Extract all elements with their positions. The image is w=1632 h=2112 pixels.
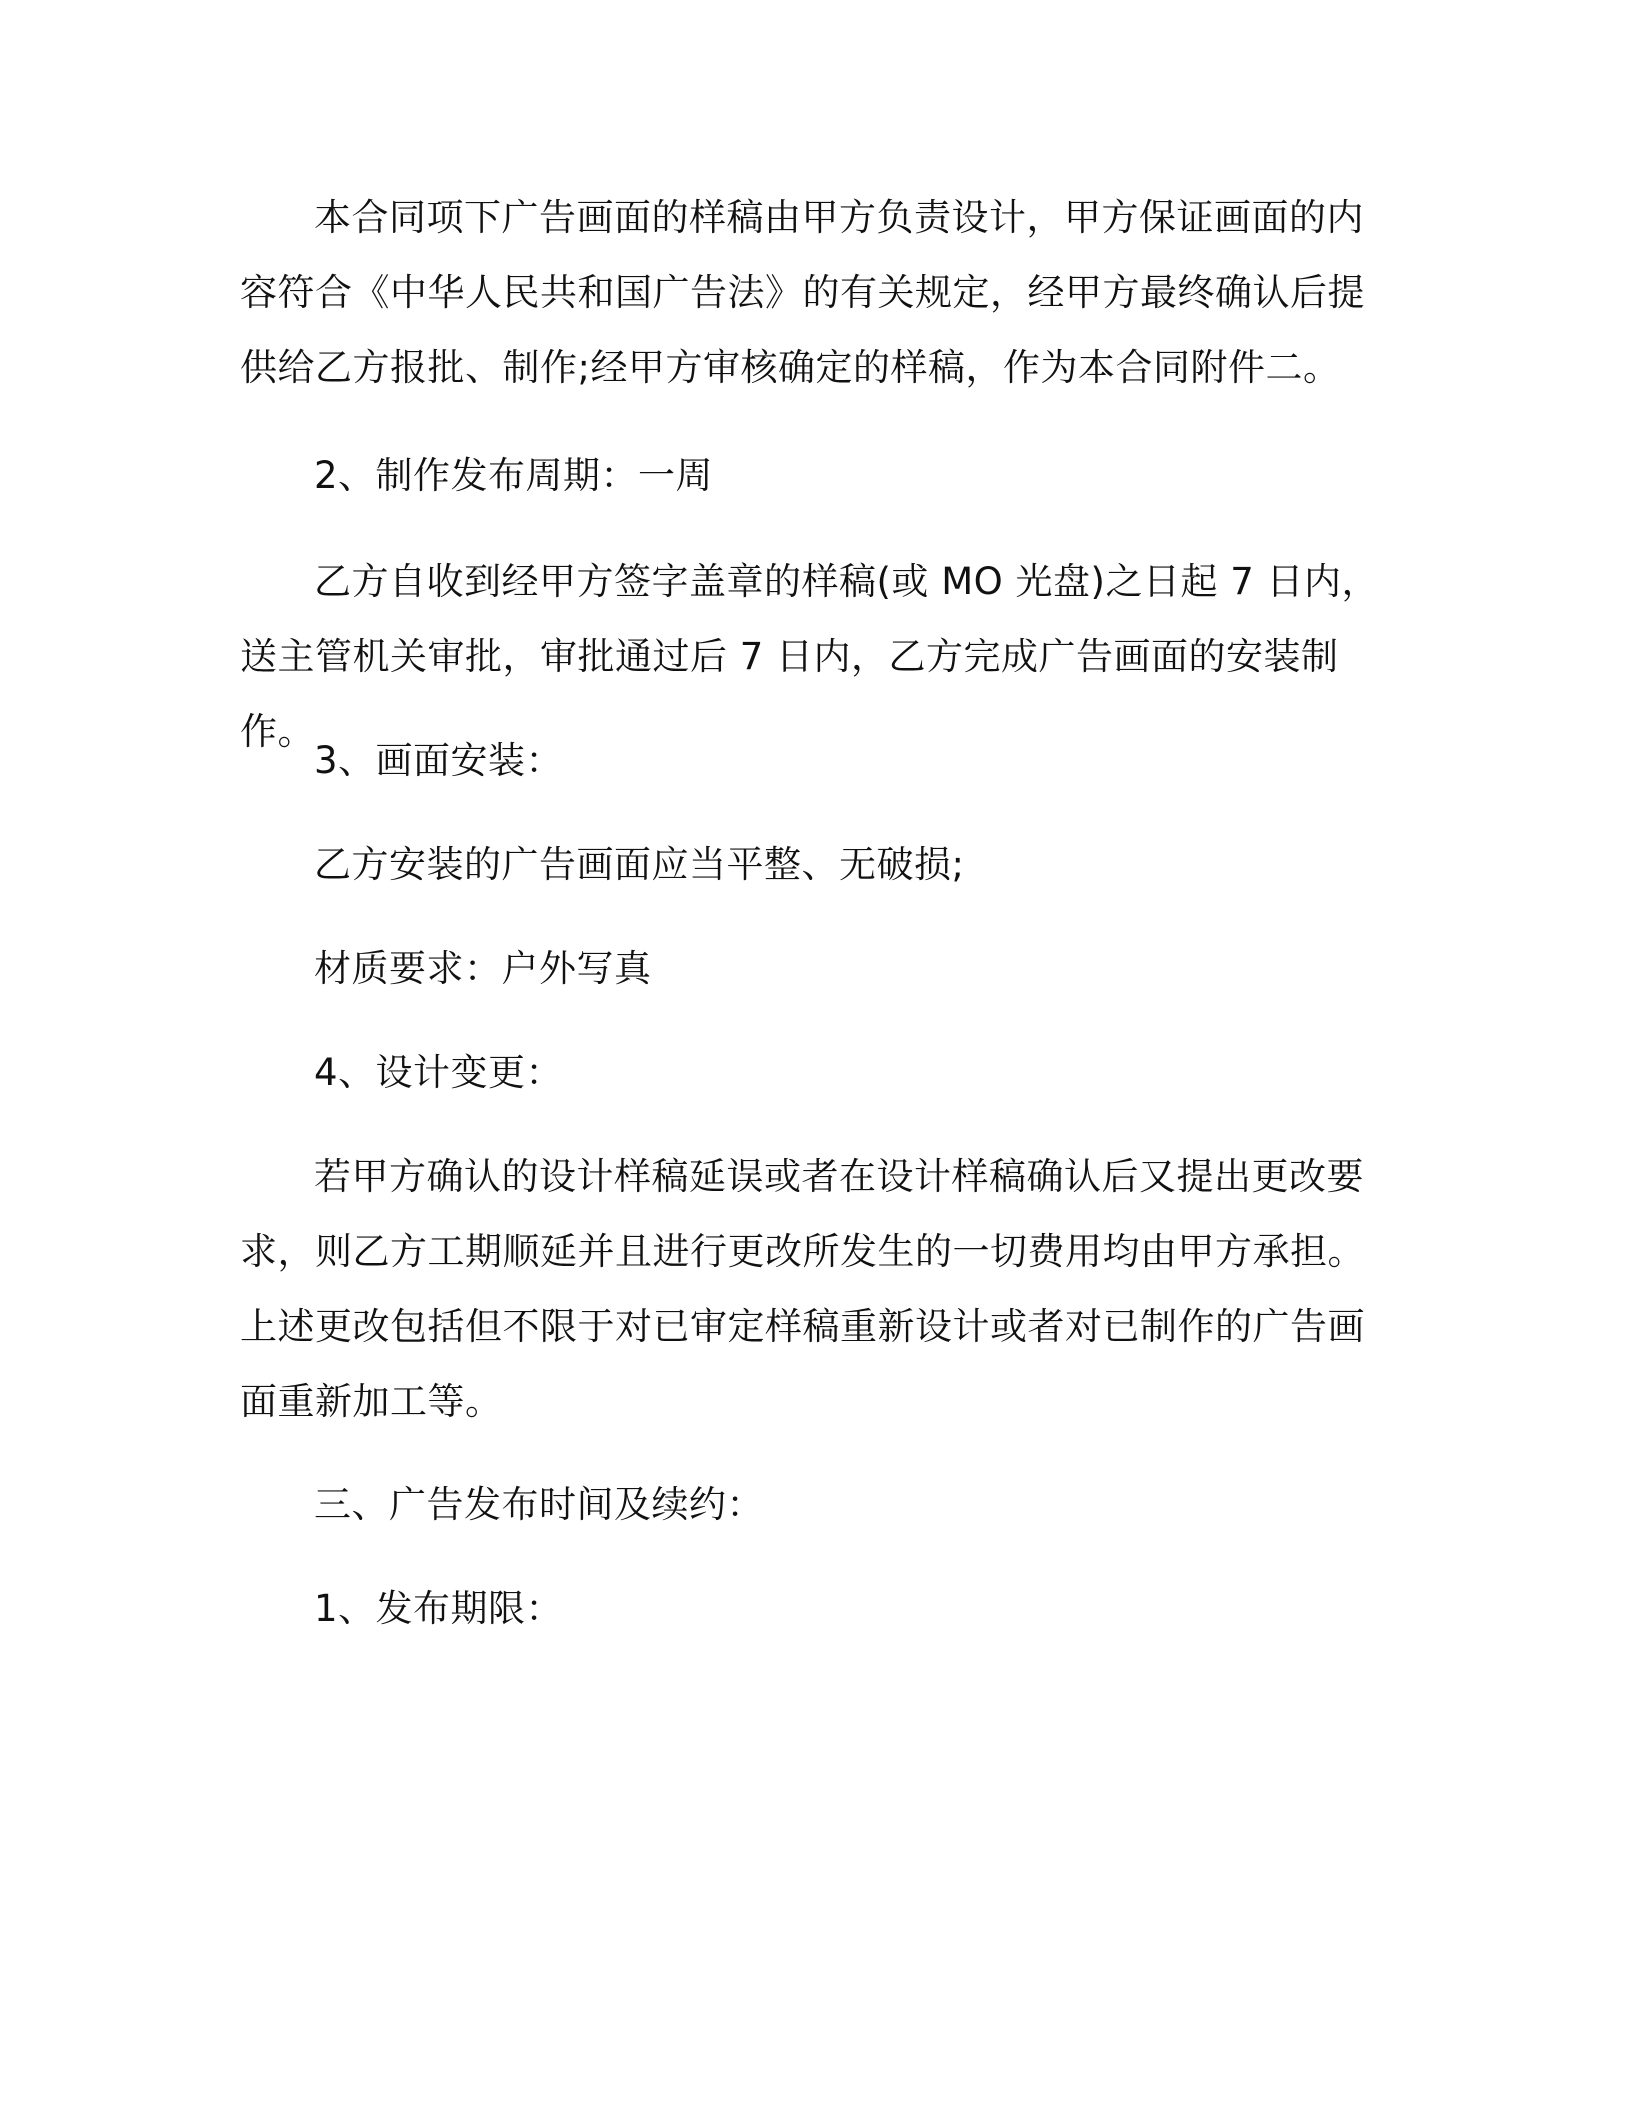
paragraph-design-responsibility: 本合同项下广告画面的样稿由甲方负责设计，甲方保证画面的内容符合《中华人民共和国广告法》的有关规定，经甲方最终确认后提供给乙方报批、制作;经甲方审核确定的样稿，作为本合同附件二。 — [240, 196, 1365, 389]
paragraph-publication-period: 1、发布期限： — [314, 1587, 564, 1630]
paragraph-installation-quality: 乙方安装的广告画面应当平整、无破损; — [314, 843, 965, 886]
paragraph-approval-timeline: 乙方自收到经甲方签字盖章的样稿(或 MO 光盘)之日起 7 日内，送主管机关审批，审批通过后 7 日内，乙方完成广告画面的安装制作。 — [240, 560, 1380, 753]
paragraph-installation-heading: 3、画面安装： — [314, 739, 564, 782]
paragraph-material-requirement: 材质要求：户外写真 — [314, 947, 652, 990]
paragraph-section-three-heading: 三、广告发布时间及续约： — [314, 1483, 764, 1526]
paragraph-design-change-heading: 4、设计变更： — [314, 1051, 564, 1094]
paragraph-production-cycle: 2、制作发布周期：一周 — [314, 454, 714, 497]
paragraph-design-change-terms: 若甲方确认的设计样稿延误或者在设计样稿确认后又提出更改要求，则乙方工期顺延并且进行更改所发生的一切费用均由甲方承担。上述更改包括但不限于对已审定样稿重新设计或者对已制作的广告画面重新加工等。 — [240, 1155, 1365, 1423]
